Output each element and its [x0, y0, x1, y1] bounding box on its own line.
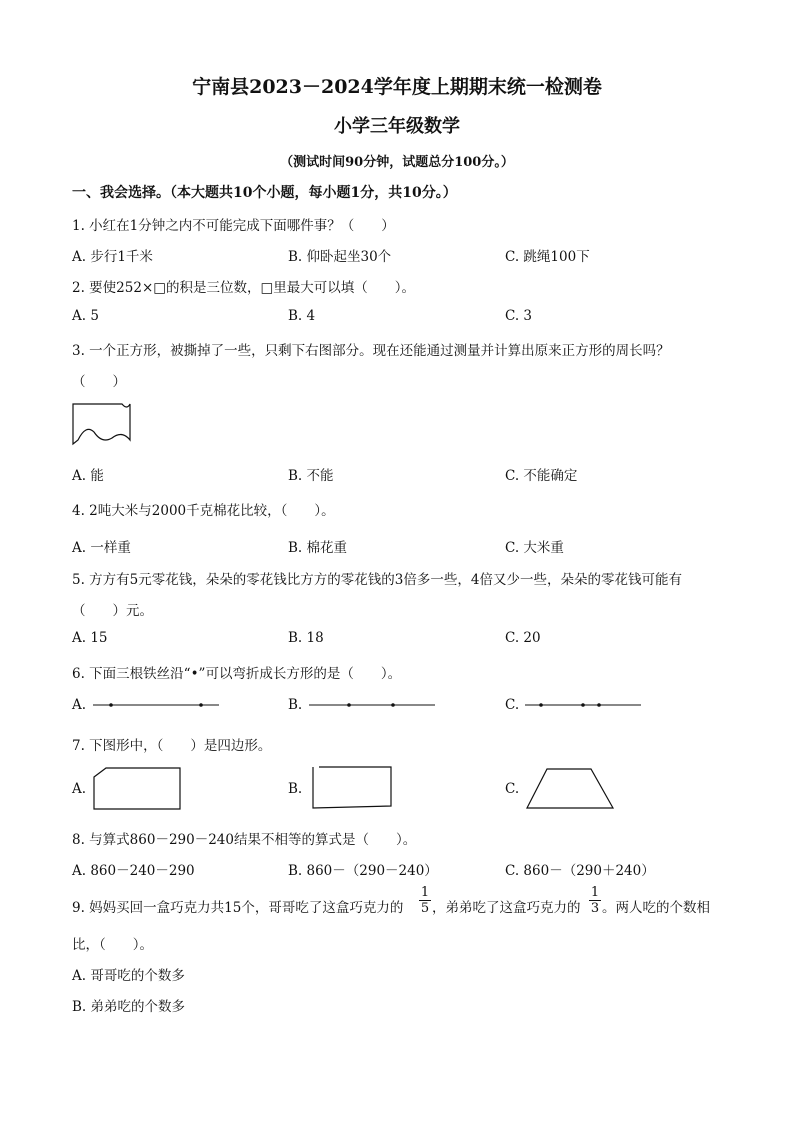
question-9-blank: 比，（ ）。 — [72, 937, 153, 953]
q2-option-c: C. 3 — [505, 308, 533, 324]
q7-option-b: B. — [288, 781, 303, 797]
q2-option-a: A. 5 — [72, 308, 99, 324]
torn-square-figure — [72, 402, 132, 446]
fraction-numerator: 1 — [590, 885, 600, 900]
question-3: 3. 一个正方形，被撕掉了一些，只剩下右图部分。现在还能通过测量并计算出原来正方形的周长吗？ — [72, 343, 670, 359]
question-2: 2. 要使252×□的积是三位数，□里最大可以填（ ）。 — [72, 280, 416, 296]
q8-option-b: B. 860－（290－240） — [288, 863, 438, 879]
q9-option-b: B. 弟弟吃的个数多 — [72, 999, 186, 1015]
q6-option-c: C. — [505, 697, 520, 713]
q9-option-a: A. 哥哥吃的个数多 — [72, 968, 185, 984]
question-8: 8. 与算式860－290－240结果不相等的算式是（ ）。 — [72, 832, 417, 848]
q4-option-a: A. 一样重 — [72, 540, 131, 556]
question-9-part-b: ，弟弟吃了这盒巧克力的 — [432, 900, 581, 916]
exam-subtitle: 小学三年级数学 — [334, 116, 460, 137]
question-4: 4. 2吨大米与2000千克棉花比较，（ ）。 — [72, 503, 335, 519]
question-9-part-c: 。两人吃的个数相 — [602, 900, 710, 916]
section-heading: 一、我会选择。（本大题共10个小题，每小题1分，共10分。） — [72, 185, 457, 201]
question-9-part-a: 9. 妈妈买回一盒巧克力共15个，哥哥吃了这盒巧克力的 — [72, 900, 404, 916]
q2-option-b: B. 4 — [288, 308, 316, 324]
exam-note: （测试时间90分钟，试题总分100分。） — [280, 155, 514, 170]
q1-option-a: A. 步行1千米 — [72, 249, 153, 265]
q5-option-b: B. 18 — [288, 630, 324, 646]
exam-title: 宁南县2023－2024学年度上期期末统一检测卷 — [192, 76, 602, 98]
q6-option-b: B. — [288, 697, 303, 713]
fraction-one-third — [589, 885, 601, 916]
wire-c-figure — [525, 700, 641, 710]
question-1: 1. 小红在1分钟之内不可能完成下面哪件事？（ ） — [72, 218, 395, 234]
fraction-denominator: 3 — [590, 901, 600, 916]
q3-option-b: B. 不能 — [288, 468, 334, 484]
q1-option-c: C. 跳绳100下 — [505, 249, 590, 265]
q7-option-a: A. — [72, 781, 87, 797]
wire-a-figure — [93, 700, 219, 710]
q1-option-b: B. 仰卧起坐30个 — [288, 249, 392, 265]
q3-option-c: C. 不能确定 — [505, 468, 578, 484]
question-7: 7. 下图形中，（ ）是四边形。 — [72, 738, 272, 754]
q6-option-a: A. — [72, 697, 87, 713]
fraction-one-fifth — [419, 885, 431, 916]
wire-b-figure — [309, 700, 435, 710]
fraction-numerator: 1 — [420, 885, 430, 900]
q5-option-c: C. 20 — [505, 630, 541, 646]
q4-option-c: C. 大米重 — [505, 540, 564, 556]
q3-option-a: A. 能 — [72, 468, 104, 484]
open-quadrilateral-figure — [311, 766, 393, 810]
pentagon-figure — [93, 767, 181, 811]
question-5-blank: （ ）元。 — [72, 603, 153, 619]
question-5: 5. 方方有5元零花钱，朵朵的零花钱比方方的零花钱的3倍多一些，4倍又少一些，朵朵的零花钱可能有 — [72, 572, 682, 588]
q7-option-c: C. — [505, 781, 520, 797]
q4-option-b: B. 棉花重 — [288, 540, 348, 556]
question-6: 6. 下面三根铁丝沿“•”可以弯折成长方形的是（ ）。 — [72, 666, 402, 682]
q8-option-c: C. 860－（290＋240） — [505, 863, 655, 879]
q5-option-a: A. 15 — [72, 630, 108, 646]
fraction-denominator: 5 — [420, 901, 430, 916]
q8-option-a: A. 860－240－290 — [72, 863, 195, 879]
trapezoid-figure — [525, 768, 615, 810]
question-3-blank: （ ） — [72, 374, 126, 390]
